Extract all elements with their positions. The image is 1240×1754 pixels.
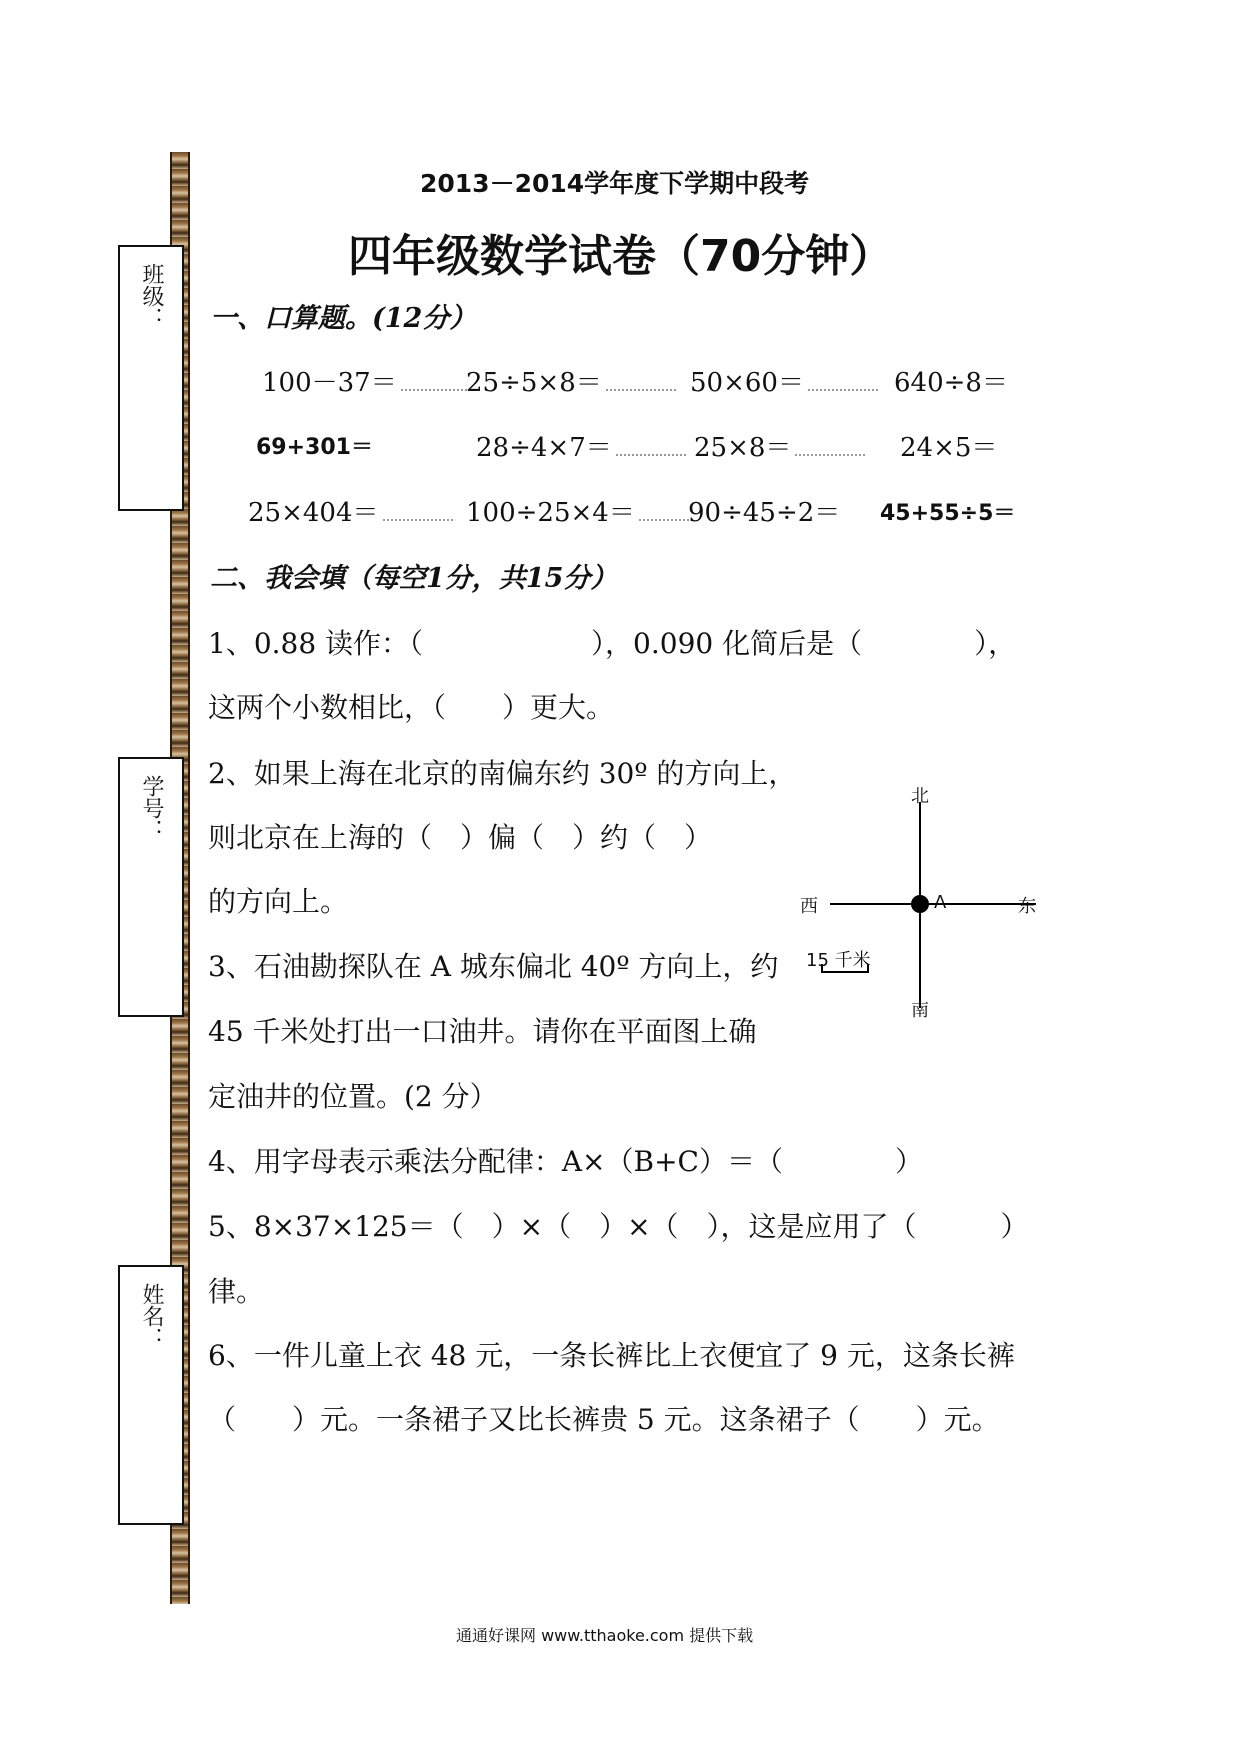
name-box <box>118 1265 184 1525</box>
footer-text: 通通好课网 www.tthaoke.com 提供下载 <box>456 1626 754 1645</box>
q2-line2: 则北京在上海的（ ）偏（ ）约（ ） <box>208 821 713 854</box>
compass-east-label: 东 <box>1018 896 1036 917</box>
calc-r1c1: 100－37＝ <box>262 362 471 399</box>
q6-line2: （ ）元。一条裙子又比长裤贵 5 元。这条裙子（ ）元。 <box>208 1403 1000 1436</box>
q3-line2: 45 千米处打出一口油井。请你在平面图上确 <box>208 1015 757 1048</box>
compass-point-label: A <box>934 892 947 913</box>
q5-line2: 律。 <box>208 1275 265 1308</box>
calc-r3c1: 25×404＝ <box>248 492 453 529</box>
class-box <box>118 245 184 511</box>
calc-r1c2: 25÷5×8＝ <box>466 362 676 399</box>
calc-r3c3: 90÷45÷2＝ <box>688 498 841 528</box>
q2-line1: 2、如果上海在北京的南偏东约 30º 的方向上， <box>208 757 797 790</box>
calc-r3c4: 45+55÷5＝ <box>880 501 1016 526</box>
q3-line1: 3、石油勘探队在 A 城东偏北 40º 方向上，约 <box>208 950 779 983</box>
exam-subtitle: 2013－2014学年度下学期中段考 <box>420 169 810 198</box>
q6-line1: 6、一件儿童上衣 48 元，一条长裤比上衣便宜了 9 元，这条长裤 <box>208 1339 1015 1372</box>
page-title: 四年级数学试卷（70分钟） <box>348 231 894 282</box>
compass-north-label: 北 <box>911 786 929 807</box>
calc-r2c4: 24×5＝ <box>900 433 998 463</box>
compass-scale-label: 15 千米 <box>806 950 871 971</box>
calc-r2c1: 69+301＝ <box>256 435 373 460</box>
compass-west-label: 西 <box>800 896 818 917</box>
q1-line2: 这两个小数相比，（ ）更大。 <box>208 691 615 724</box>
q3-line3: 定油井的位置。(2 分） <box>208 1080 498 1113</box>
point-a-dot <box>911 895 929 913</box>
compass-south-label: 南 <box>911 1000 929 1021</box>
q1-line1: 1、0.88 读作：（ ），0.090 化简后是（ ）， <box>208 627 1017 660</box>
q2-line3: 的方向上。 <box>208 885 349 918</box>
calc-r2c2: 28÷4×7＝ <box>476 427 686 464</box>
class-label: 班级： <box>139 263 164 329</box>
q4: 4、用字母表示乘法分配律：A×（B+C）＝（ ） <box>208 1145 923 1178</box>
student-number-box <box>118 757 184 1017</box>
q5-line1: 5、8×37×125＝（ ）×（ ）×（ ），这是应用了（ ） <box>208 1210 1029 1243</box>
calc-r3c2: 100÷25×4＝ <box>466 492 689 529</box>
calc-r1c3: 50×60＝ <box>690 362 878 399</box>
section1-heading: 一、口算题。(12分） <box>210 303 477 334</box>
student-number-label: 学号： <box>139 775 164 841</box>
name-label: 姓名： <box>139 1283 164 1349</box>
calc-r2c3: 25×8＝ <box>694 427 865 464</box>
section2-heading: 二、我会填（每空1分，共15分） <box>210 563 618 594</box>
calc-r1c4: 640÷8＝ <box>894 368 1008 398</box>
